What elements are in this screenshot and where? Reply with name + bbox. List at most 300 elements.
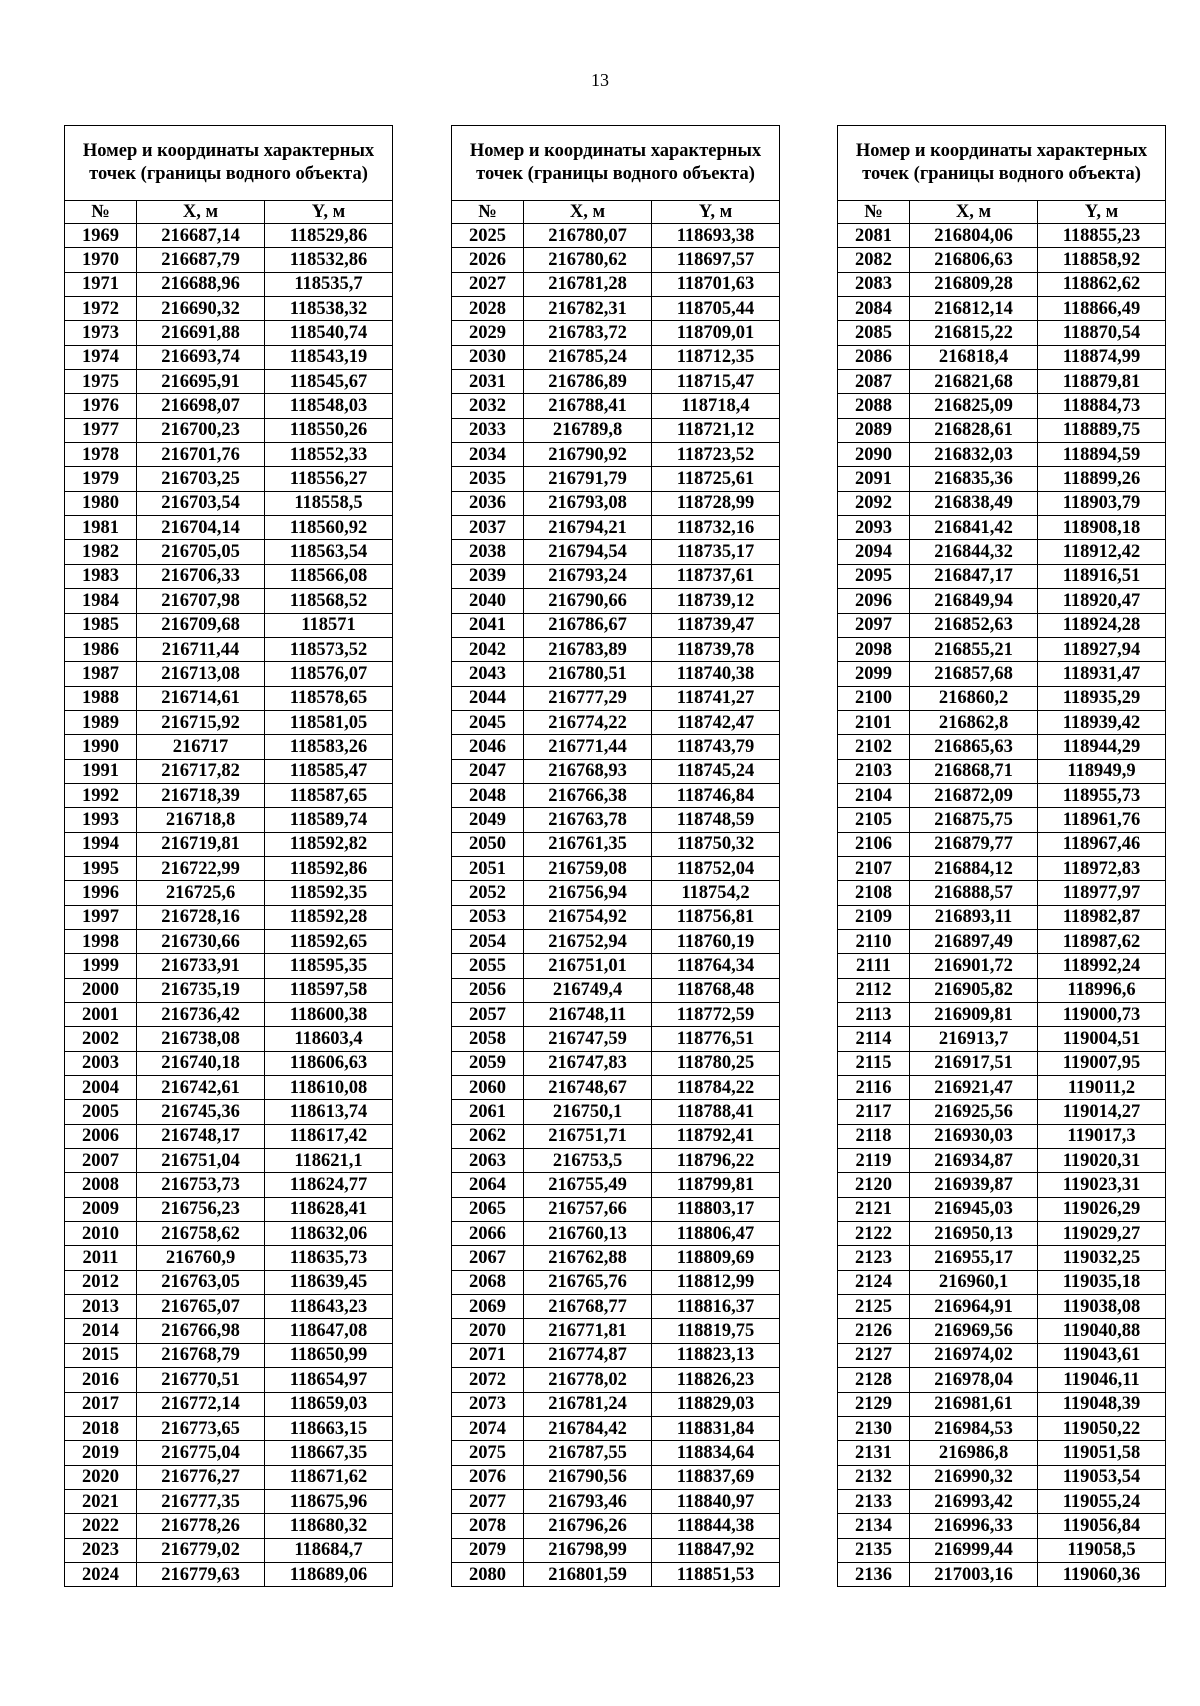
table-row (65, 808, 393, 832)
x-coordinate-cell: 216770,51 (137, 1368, 265, 1392)
point-number-cell: 2061 (452, 1100, 524, 1124)
y-coordinate-cell: 119046,11 (1038, 1368, 1166, 1392)
x-coordinate-cell: 216960,1 (910, 1270, 1038, 1294)
y-coordinate-cell: 119007,95 (1038, 1051, 1166, 1075)
y-coordinate-cell: 118663,15 (265, 1416, 393, 1440)
point-number-cell: 2012 (65, 1270, 137, 1294)
y-coordinate-cell: 118535,7 (265, 272, 393, 296)
y-coordinate-cell: 118728,99 (652, 491, 780, 515)
y-coordinate-cell: 118903,79 (1038, 491, 1166, 515)
x-coordinate-cell: 216705,05 (137, 540, 265, 564)
table-row (838, 1562, 1166, 1586)
x-coordinate-cell: 216774,22 (524, 710, 652, 734)
x-coordinate-cell: 216969,56 (910, 1319, 1038, 1343)
point-number-cell: 2087 (838, 370, 910, 394)
x-coordinate-cell: 216955,17 (910, 1246, 1038, 1270)
table-row (65, 978, 393, 1002)
y-coordinate-cell: 118624,77 (265, 1173, 393, 1197)
table-row (838, 1222, 1166, 1246)
point-number-cell: 2055 (452, 954, 524, 978)
table-row (65, 564, 393, 588)
x-coordinate-cell: 216748,17 (137, 1124, 265, 1148)
point-number-cell: 2000 (65, 978, 137, 1002)
table-row (65, 467, 393, 491)
table-row (452, 491, 780, 515)
y-coordinate-cell: 118643,23 (265, 1295, 393, 1319)
point-number-cell: 1986 (65, 637, 137, 661)
point-number-cell: 1972 (65, 297, 137, 321)
y-coordinate-cell: 118756,81 (652, 905, 780, 929)
column-header-number: № (452, 201, 524, 224)
table-body (838, 224, 1166, 1587)
x-coordinate-cell: 216768,77 (524, 1295, 652, 1319)
y-coordinate-cell: 118550,26 (265, 418, 393, 442)
point-number-cell: 2056 (452, 978, 524, 1002)
x-coordinate-cell: 216749,4 (524, 978, 652, 1002)
table-row (65, 954, 393, 978)
point-number-cell: 2047 (452, 759, 524, 783)
column-header-number: № (838, 201, 910, 224)
y-coordinate-cell: 118573,52 (265, 637, 393, 661)
point-number-cell: 2053 (452, 905, 524, 929)
x-coordinate-cell: 216804,06 (910, 224, 1038, 248)
x-coordinate-cell: 216786,89 (524, 370, 652, 394)
point-number-cell: 2088 (838, 394, 910, 418)
point-number-cell: 2086 (838, 345, 910, 369)
table-body (452, 224, 780, 1587)
y-coordinate-cell: 119014,27 (1038, 1100, 1166, 1124)
y-coordinate-cell: 118796,22 (652, 1149, 780, 1173)
point-number-cell: 1977 (65, 418, 137, 442)
y-coordinate-cell: 118585,47 (265, 759, 393, 783)
table-row (452, 418, 780, 442)
table-row (65, 710, 393, 734)
table-row (65, 1295, 393, 1319)
table-row (838, 370, 1166, 394)
x-coordinate-cell: 216893,11 (910, 905, 1038, 929)
y-coordinate-cell: 118628,41 (265, 1197, 393, 1221)
x-coordinate-cell: 216784,42 (524, 1416, 652, 1440)
table-row (452, 1027, 780, 1051)
table-row (65, 540, 393, 564)
column-header-y: Y, м (265, 201, 393, 224)
point-number-cell: 1997 (65, 905, 137, 929)
point-number-cell: 2033 (452, 418, 524, 442)
table-row (65, 1222, 393, 1246)
table-row (452, 1246, 780, 1270)
y-coordinate-cell: 119000,73 (1038, 1003, 1166, 1027)
page-number: 13 (591, 70, 609, 90)
point-number-cell: 2024 (65, 1562, 137, 1586)
point-number-cell: 2077 (452, 1489, 524, 1513)
x-coordinate-cell: 216763,05 (137, 1270, 265, 1294)
table-row (65, 735, 393, 759)
table-row (452, 856, 780, 880)
point-number-cell: 1999 (65, 954, 137, 978)
point-number-cell: 2005 (65, 1100, 137, 1124)
point-number-cell: 2029 (452, 321, 524, 345)
x-coordinate-cell: 216793,46 (524, 1489, 652, 1513)
point-number-cell: 2058 (452, 1027, 524, 1051)
point-number-cell: 2068 (452, 1270, 524, 1294)
x-coordinate-cell: 216771,81 (524, 1319, 652, 1343)
x-coordinate-cell: 216703,54 (137, 491, 265, 515)
x-coordinate-cell: 216857,68 (910, 662, 1038, 686)
y-coordinate-cell: 119029,27 (1038, 1222, 1166, 1246)
y-coordinate-cell: 118829,03 (652, 1392, 780, 1416)
x-coordinate-cell: 216930,03 (910, 1124, 1038, 1148)
table-row (65, 881, 393, 905)
x-coordinate-cell: 216691,88 (137, 321, 265, 345)
y-coordinate-cell: 118772,59 (652, 1003, 780, 1027)
point-number-cell: 1982 (65, 540, 137, 564)
point-number-cell: 1989 (65, 710, 137, 734)
table-row (452, 808, 780, 832)
point-number-cell: 1991 (65, 759, 137, 783)
point-number-cell: 2038 (452, 540, 524, 564)
table-row (838, 832, 1166, 856)
y-coordinate-cell: 118737,61 (652, 564, 780, 588)
point-number-cell: 1980 (65, 491, 137, 515)
x-coordinate-cell: 216993,42 (910, 1489, 1038, 1513)
table-row (452, 1562, 780, 1586)
x-coordinate-cell: 216868,71 (910, 759, 1038, 783)
point-number-cell: 2062 (452, 1124, 524, 1148)
y-coordinate-cell: 118996,6 (1038, 978, 1166, 1002)
table-row (65, 783, 393, 807)
table-row (838, 589, 1166, 613)
y-coordinate-cell: 118621,1 (265, 1149, 393, 1173)
y-coordinate-cell: 118558,5 (265, 491, 393, 515)
table-row (838, 1173, 1166, 1197)
y-coordinate-cell: 118855,23 (1038, 224, 1166, 248)
x-coordinate-cell: 216709,68 (137, 613, 265, 637)
x-coordinate-cell: 216852,63 (910, 613, 1038, 637)
point-number-cell: 2079 (452, 1538, 524, 1562)
table-row (838, 1246, 1166, 1270)
table-row (838, 881, 1166, 905)
y-coordinate-cell: 118556,27 (265, 467, 393, 491)
x-coordinate-cell: 216790,66 (524, 589, 652, 613)
x-coordinate-cell: 216974,02 (910, 1343, 1038, 1367)
x-coordinate-cell: 216698,07 (137, 394, 265, 418)
point-number-cell: 2136 (838, 1562, 910, 1586)
point-number-cell: 2036 (452, 491, 524, 515)
x-coordinate-cell: 216752,94 (524, 929, 652, 953)
table-row (65, 394, 393, 418)
table-row (838, 1368, 1166, 1392)
point-number-cell: 2050 (452, 832, 524, 856)
y-coordinate-cell: 118705,44 (652, 297, 780, 321)
y-coordinate-cell: 118532,86 (265, 248, 393, 272)
point-number-cell: 2030 (452, 345, 524, 369)
table-row (838, 613, 1166, 637)
x-coordinate-cell: 216913,7 (910, 1027, 1038, 1051)
table-row (838, 929, 1166, 953)
table-row (452, 589, 780, 613)
table-row (65, 321, 393, 345)
y-coordinate-cell: 118563,54 (265, 540, 393, 564)
y-coordinate-cell: 118812,99 (652, 1270, 780, 1294)
y-coordinate-cell: 118894,59 (1038, 443, 1166, 467)
y-coordinate-cell: 118792,41 (652, 1124, 780, 1148)
table-row (65, 1514, 393, 1538)
y-coordinate-cell: 118529,86 (265, 224, 393, 248)
y-coordinate-cell: 118972,83 (1038, 856, 1166, 880)
x-coordinate-cell: 216722,99 (137, 856, 265, 880)
point-number-cell: 2013 (65, 1295, 137, 1319)
table-row (838, 1149, 1166, 1173)
table-row (838, 735, 1166, 759)
table-row (452, 467, 780, 491)
point-number-cell: 1971 (65, 272, 137, 296)
table-row (452, 1076, 780, 1100)
table-row (65, 272, 393, 296)
x-coordinate-cell: 216753,73 (137, 1173, 265, 1197)
point-number-cell: 2076 (452, 1465, 524, 1489)
x-coordinate-cell: 216781,24 (524, 1392, 652, 1416)
point-number-cell: 2126 (838, 1319, 910, 1343)
x-coordinate-cell: 216909,81 (910, 1003, 1038, 1027)
x-coordinate-cell: 216999,44 (910, 1538, 1038, 1562)
x-coordinate-cell: 216798,99 (524, 1538, 652, 1562)
y-coordinate-cell: 119043,61 (1038, 1343, 1166, 1367)
y-coordinate-cell: 118606,63 (265, 1051, 393, 1075)
x-coordinate-cell: 216751,01 (524, 954, 652, 978)
x-coordinate-cell: 216768,93 (524, 759, 652, 783)
y-coordinate-cell: 118735,17 (652, 540, 780, 564)
y-coordinate-cell: 118844,38 (652, 1514, 780, 1538)
x-coordinate-cell: 216693,74 (137, 345, 265, 369)
y-coordinate-cell: 118754,2 (652, 881, 780, 905)
y-coordinate-cell: 118725,61 (652, 467, 780, 491)
y-coordinate-cell: 118949,9 (1038, 759, 1166, 783)
table-row (838, 321, 1166, 345)
point-number-cell: 2107 (838, 856, 910, 880)
table-row (838, 491, 1166, 515)
x-coordinate-cell: 216738,08 (137, 1027, 265, 1051)
point-number-cell: 2004 (65, 1076, 137, 1100)
point-number-cell: 2093 (838, 516, 910, 540)
x-coordinate-cell: 216700,23 (137, 418, 265, 442)
y-coordinate-cell: 118992,24 (1038, 954, 1166, 978)
table-row (838, 1295, 1166, 1319)
column-header-x: X, м (524, 201, 652, 224)
table-row (838, 297, 1166, 321)
y-coordinate-cell: 118647,08 (265, 1319, 393, 1343)
y-coordinate-cell: 118967,46 (1038, 832, 1166, 856)
x-coordinate-cell: 216714,61 (137, 686, 265, 710)
table-row (452, 613, 780, 637)
table-row (65, 589, 393, 613)
y-coordinate-cell: 118809,69 (652, 1246, 780, 1270)
table-row (838, 783, 1166, 807)
y-coordinate-cell: 118583,26 (265, 735, 393, 759)
table-row (838, 394, 1166, 418)
table-row (452, 881, 780, 905)
table-row (838, 1003, 1166, 1027)
table-row (452, 710, 780, 734)
x-coordinate-cell: 216760,9 (137, 1246, 265, 1270)
table-row (65, 637, 393, 661)
point-number-cell: 1969 (65, 224, 137, 248)
point-number-cell: 2071 (452, 1343, 524, 1367)
y-coordinate-cell: 118899,26 (1038, 467, 1166, 491)
x-coordinate-cell: 216828,61 (910, 418, 1038, 442)
point-number-cell: 2070 (452, 1319, 524, 1343)
table-row (65, 1416, 393, 1440)
y-coordinate-cell: 118592,65 (265, 929, 393, 953)
table-row (452, 540, 780, 564)
y-coordinate-cell: 118739,78 (652, 637, 780, 661)
x-coordinate-cell: 216875,75 (910, 808, 1038, 832)
y-coordinate-cell: 118788,41 (652, 1100, 780, 1124)
x-coordinate-cell: 216841,42 (910, 516, 1038, 540)
y-coordinate-cell: 118750,32 (652, 832, 780, 856)
coordinates-table-3 (837, 125, 1166, 1587)
point-number-cell: 1974 (65, 345, 137, 369)
table-row (65, 1538, 393, 1562)
y-coordinate-cell: 118543,19 (265, 345, 393, 369)
x-coordinate-cell: 216704,14 (137, 516, 265, 540)
y-coordinate-cell: 118545,67 (265, 370, 393, 394)
table-row (452, 954, 780, 978)
point-number-cell: 2111 (838, 954, 910, 978)
table-row (452, 224, 780, 248)
point-number-cell: 2112 (838, 978, 910, 1002)
table-row (65, 418, 393, 442)
table-row (838, 710, 1166, 734)
y-coordinate-cell: 118837,69 (652, 1465, 780, 1489)
y-coordinate-cell: 118667,35 (265, 1441, 393, 1465)
point-number-cell: 2094 (838, 540, 910, 564)
y-coordinate-cell: 118743,79 (652, 735, 780, 759)
y-coordinate-cell: 118826,23 (652, 1368, 780, 1392)
y-coordinate-cell: 118748,59 (652, 808, 780, 832)
point-number-cell: 2092 (838, 491, 910, 515)
table-row (452, 1197, 780, 1221)
x-coordinate-cell: 216782,31 (524, 297, 652, 321)
x-coordinate-cell: 216745,36 (137, 1100, 265, 1124)
x-coordinate-cell: 216793,08 (524, 491, 652, 515)
point-number-cell: 2097 (838, 613, 910, 637)
table-row (838, 1441, 1166, 1465)
y-coordinate-cell: 118768,48 (652, 978, 780, 1002)
x-coordinate-cell: 216990,32 (910, 1465, 1038, 1489)
table-row (838, 224, 1166, 248)
y-coordinate-cell: 118739,47 (652, 613, 780, 637)
x-coordinate-cell: 216790,56 (524, 1465, 652, 1489)
table-row (838, 272, 1166, 296)
y-coordinate-cell: 119040,88 (1038, 1319, 1166, 1343)
point-number-cell: 2046 (452, 735, 524, 759)
point-number-cell: 2028 (452, 297, 524, 321)
y-coordinate-cell: 118764,34 (652, 954, 780, 978)
y-coordinate-cell: 118851,53 (652, 1562, 780, 1586)
column-header-x: X, м (137, 201, 265, 224)
table-row (452, 1465, 780, 1489)
x-coordinate-cell: 216794,54 (524, 540, 652, 564)
point-number-cell: 2045 (452, 710, 524, 734)
table-row (65, 1319, 393, 1343)
point-number-cell: 2104 (838, 783, 910, 807)
x-coordinate-cell: 216925,56 (910, 1100, 1038, 1124)
x-coordinate-cell: 216780,07 (524, 224, 652, 248)
x-coordinate-cell: 216978,04 (910, 1368, 1038, 1392)
y-coordinate-cell: 118680,32 (265, 1514, 393, 1538)
y-coordinate-cell: 118721,12 (652, 418, 780, 442)
table-row (838, 1416, 1166, 1440)
table-row (838, 467, 1166, 491)
x-coordinate-cell: 216776,27 (137, 1465, 265, 1489)
x-coordinate-cell: 216950,13 (910, 1222, 1038, 1246)
table-row (65, 1100, 393, 1124)
point-number-cell: 2010 (65, 1222, 137, 1246)
y-coordinate-cell: 118741,27 (652, 686, 780, 710)
table-row (452, 735, 780, 759)
table-row (452, 905, 780, 929)
point-number-cell: 2108 (838, 881, 910, 905)
x-coordinate-cell: 216756,23 (137, 1197, 265, 1221)
y-coordinate-cell: 118597,58 (265, 978, 393, 1002)
table-row (452, 1343, 780, 1367)
point-number-cell: 2069 (452, 1295, 524, 1319)
point-number-cell: 1994 (65, 832, 137, 856)
point-number-cell: 1985 (65, 613, 137, 637)
point-number-cell: 2101 (838, 710, 910, 734)
point-number-cell: 2100 (838, 686, 910, 710)
point-number-cell: 2021 (65, 1489, 137, 1513)
table-row (452, 443, 780, 467)
point-number-cell: 2015 (65, 1343, 137, 1367)
point-number-cell: 1979 (65, 467, 137, 491)
point-number-cell: 2040 (452, 589, 524, 613)
table-row (65, 1562, 393, 1586)
table-row (452, 1319, 780, 1343)
x-coordinate-cell: 216964,91 (910, 1295, 1038, 1319)
y-coordinate-cell: 119026,29 (1038, 1197, 1166, 1221)
y-coordinate-cell: 118944,29 (1038, 735, 1166, 759)
point-number-cell: 2135 (838, 1538, 910, 1562)
x-coordinate-cell: 216778,02 (524, 1368, 652, 1392)
x-coordinate-cell: 216783,72 (524, 321, 652, 345)
point-number-cell: 2121 (838, 1197, 910, 1221)
table-row (452, 1416, 780, 1440)
point-number-cell: 2027 (452, 272, 524, 296)
x-coordinate-cell: 216695,91 (137, 370, 265, 394)
y-coordinate-cell: 118540,74 (265, 321, 393, 345)
x-coordinate-cell: 216688,96 (137, 272, 265, 296)
table-row (452, 637, 780, 661)
point-number-cell: 2118 (838, 1124, 910, 1148)
y-coordinate-cell: 118866,49 (1038, 297, 1166, 321)
table-row (838, 1076, 1166, 1100)
table-row (65, 1368, 393, 1392)
y-coordinate-cell: 118587,65 (265, 783, 393, 807)
x-coordinate-cell: 216759,08 (524, 856, 652, 880)
point-number-cell: 2075 (452, 1441, 524, 1465)
x-coordinate-cell: 216735,19 (137, 978, 265, 1002)
point-number-cell: 2025 (452, 224, 524, 248)
point-number-cell: 1983 (65, 564, 137, 588)
table-row (452, 1124, 780, 1148)
y-coordinate-cell: 118862,62 (1038, 272, 1166, 296)
point-number-cell: 2099 (838, 662, 910, 686)
y-coordinate-cell: 119051,58 (1038, 1441, 1166, 1465)
table-row (65, 1076, 393, 1100)
table-row (65, 1124, 393, 1148)
x-coordinate-cell: 216793,24 (524, 564, 652, 588)
